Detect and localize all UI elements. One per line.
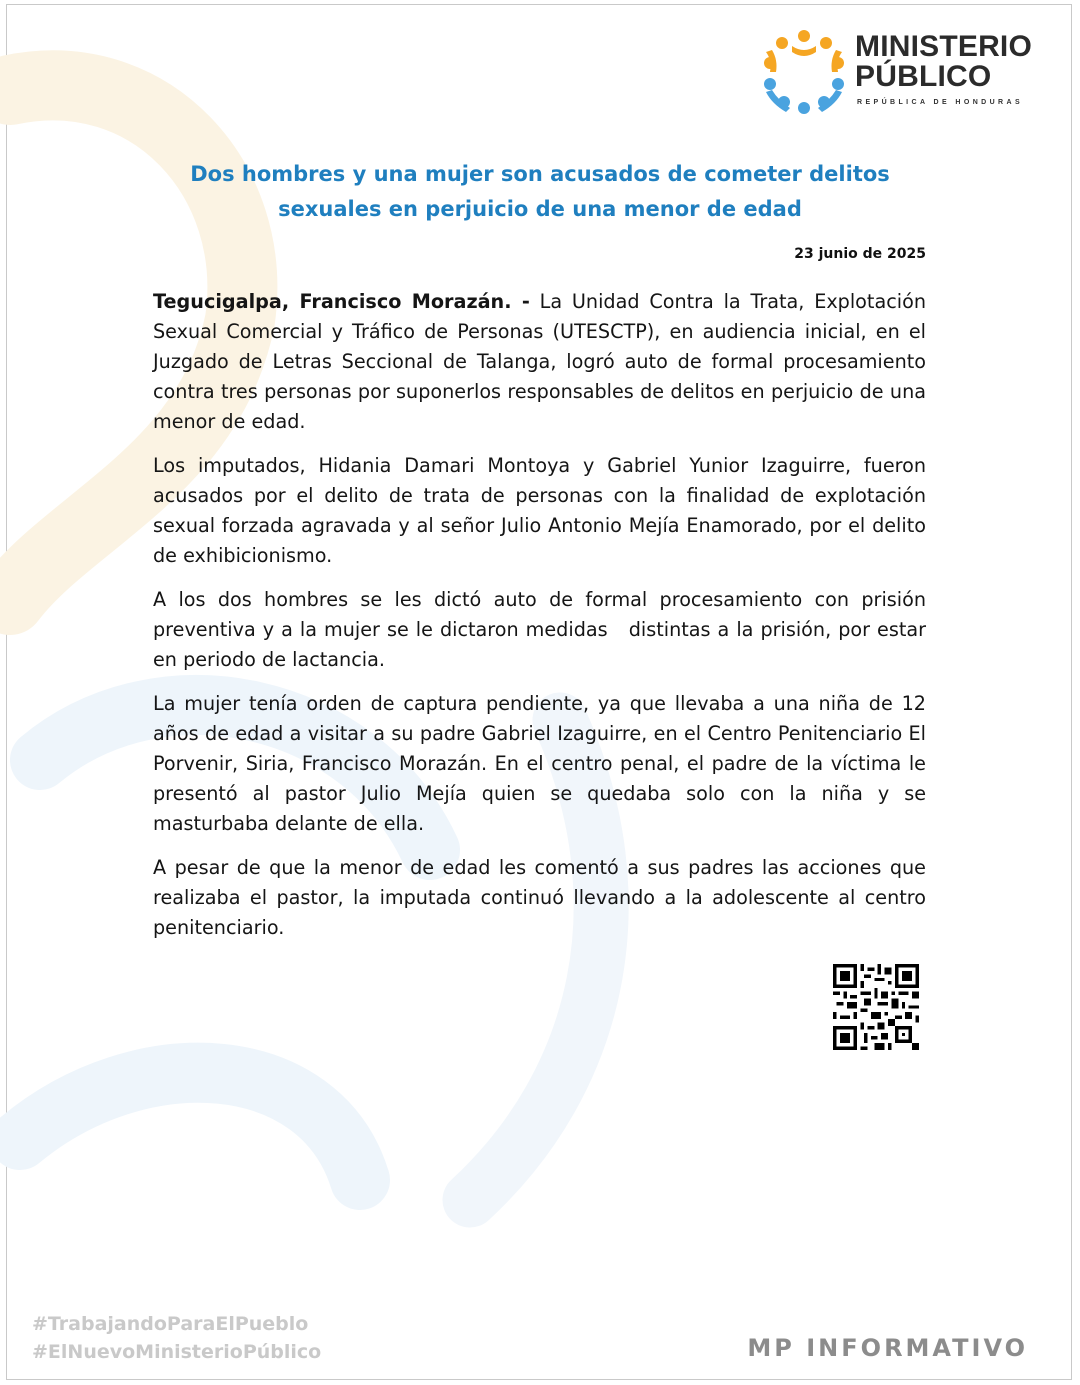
qr-code-icon[interactable] xyxy=(833,964,919,1050)
paragraph-1 xyxy=(153,287,926,437)
paragraph-3: A los dos hombres se les dictó auto de formal procesamiento con prisión preventiva y a la mujer se le dictaron medidas distintas a la prisión, por estar en periodo de lactancia. xyxy=(153,588,933,671)
logo-subtitle: REPÚBLICA DE HONDURAS xyxy=(857,99,1024,106)
hashtag-nuevo-ministerio: #ElNuevoMinisterioPúblico xyxy=(32,1341,322,1363)
logo-people-circle-icon xyxy=(758,26,850,116)
logo-title-line1: MINISTERIO xyxy=(855,30,1033,63)
logo-title-line2: PÚBLICO xyxy=(855,60,992,93)
headline-line2: sexuales en perjuicio de una menor de edad xyxy=(278,197,802,221)
paragraph-5: A pesar de que la menor de edad les comentó a sus padres las acciones que realizaba el pastor, la imputada continuó llevando a la adolescente al centro penitenciario. xyxy=(153,856,926,939)
paragraph-2: Los imputados, Hidania Damari Montoya y Gabriel Yunior Izaguirre, fueron acusados por el delito de trata de personas con la finalidad de explotación sexual forzada agravada y al señor Julio Antonio Mejía Enamorado, por el delito de exhibicionismo. xyxy=(153,454,926,567)
article-headline xyxy=(150,157,930,227)
paragraph-1-text: La Unidad Contra la Trata, Explotación Sexual Comercial y Tráfico de Personas (UTESCTP), en audiencia inicial, en el Juzgado de Letras Seccional de Talanga, logró auto de formal procesamiento contra tres personas por suponerlos responsables de delitos en perjuicio de una menor de edad. xyxy=(153,290,926,433)
article-date: 23 junio de 2025 xyxy=(794,246,926,262)
headline-line1: Dos hombres y una mujer son acusados de cometer delitos xyxy=(190,162,890,186)
mp-informativo-brand: MP INFORMATIVO xyxy=(747,1334,1028,1362)
paragraph-4: La mujer tenía orden de captura pendiente, ya que llevaba a una niña de 12 años de edad a visitar a su padre Gabriel Izaguirre, en el Centro Penitenciario El Porvenir, Siria, Francisco Morazán. En el centro penal, el padre de la víctima le presentó al pastor Julio Mejía quien se quedaba solo con la niña y se masturbaba delante de ella. xyxy=(153,692,926,835)
hashtag-trabajando: #TrabajandoParaElPueblo xyxy=(32,1313,309,1335)
logo-title xyxy=(855,32,1032,92)
article-body xyxy=(153,287,933,957)
lead-location: Tegucigalpa, Francisco Morazán. - xyxy=(153,290,530,313)
footer-hashtags xyxy=(32,1310,321,1366)
ministerio-publico-logo xyxy=(758,26,1048,116)
